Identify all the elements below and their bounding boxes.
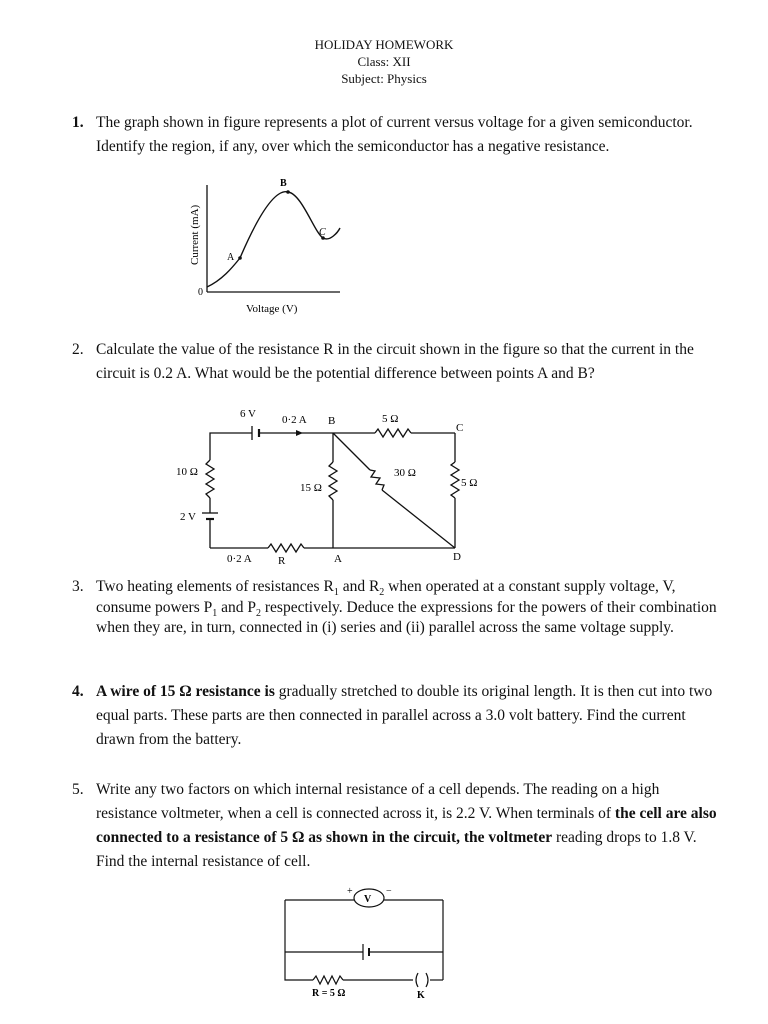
subscript: 2 (256, 607, 261, 619)
iv-graph-figure (180, 170, 360, 320)
label-current-top: 0·2 A (282, 414, 307, 426)
wire-top-left (210, 433, 252, 460)
resistor-top-5-ohm (375, 429, 411, 437)
question-text (96, 680, 724, 752)
question-4 (72, 680, 724, 752)
subscript: 1 (333, 587, 339, 599)
label-node-c: C (456, 422, 464, 434)
voltmeter-plus: + (347, 886, 353, 897)
label-node-a: A (334, 553, 342, 565)
label-current-bottom: 0·2 A (227, 553, 252, 565)
wire-diag-top (333, 433, 370, 470)
question-number: 1. (72, 114, 84, 131)
document-header (0, 36, 768, 87)
label-r-top: 5 Ω (382, 413, 399, 425)
origin-label: 0 (198, 287, 203, 298)
label-r-right: 5 Ω (461, 477, 478, 489)
question-number: 2. (72, 341, 84, 358)
question-text (96, 577, 724, 639)
question-5 (72, 778, 724, 874)
wire-diag-bottom (382, 490, 455, 548)
question-number: 3. (72, 578, 84, 595)
text-run: reading drops to 1.8 V. Find the internal resistance of cell. (96, 829, 697, 870)
class-line: Class: XII (357, 54, 411, 69)
label-node-b: B (328, 415, 336, 427)
resistor-mid-15-ohm (329, 462, 337, 500)
voltmeter-label: V (364, 894, 372, 905)
bold-text-run: A wire of 15 Ω resistance is (96, 683, 275, 700)
subscript: 1 (212, 607, 218, 619)
point-b-label: B (280, 178, 287, 189)
resistor-left-10-ohm (206, 460, 214, 498)
voltmeter-minus: − (386, 886, 392, 897)
resistor-right-5-ohm (451, 462, 459, 498)
point-a-label: A (227, 252, 235, 263)
text-run: Two heating elements of resistances R (96, 578, 334, 595)
text-run: and R (338, 578, 380, 595)
point-a-dot (238, 256, 242, 260)
resistor-label: R = 5 Ω (312, 988, 346, 999)
label-r-left: 10 Ω (176, 466, 198, 478)
text-run: Write any two factors on which internal resistance of a cell depends. The reading on a high resistance voltmeter, when a cell is connected across it, is 2.2 V. When terminals of (96, 781, 660, 822)
circuit-figure-5 (275, 880, 455, 1004)
label-node-d: D (453, 551, 461, 563)
key-right-arc (426, 973, 428, 987)
subject-line: Subject: Physics (341, 71, 427, 86)
question-number: 4. (72, 683, 84, 700)
text-run: gradually stretched to double its original length. It is then cut into two equal parts. These parts are then connected in parallel across a 3.0 volt battery. Find the current drawn from the battery. (96, 683, 713, 748)
document-title: HOLIDAY HOMEWORK (314, 37, 454, 52)
text-run: respectively. Deduce the expressions for the powers of their combination when they are, in turn, connected in (i) series and (ii) parallel across the same voltage supply. (96, 598, 717, 636)
bold-text-run: the cell are also connected to a resistance of 5 Ω as shown in the circuit, the voltmeter (96, 805, 717, 846)
question-2 (72, 338, 724, 386)
resistor-r (268, 544, 304, 552)
iv-curve (207, 192, 340, 287)
label-r-mid: 15 Ω (300, 482, 322, 494)
x-axis-label: Voltage (V) (246, 303, 298, 315)
question-text: The graph shown in figure represents a plot of current versus voltage for a given semiconductor. Identify the region, if any, over which the semiconductor has a negative resistance. (96, 114, 693, 155)
label-6v: 6 V (240, 408, 256, 420)
circuit-figure-2 (170, 400, 500, 570)
point-c-label: C (319, 227, 326, 238)
subscript: 2 (379, 587, 385, 599)
wire-left (285, 900, 313, 980)
point-b-dot (286, 190, 290, 194)
question-3 (72, 577, 724, 639)
question-number: 5. (72, 781, 84, 798)
resistor-diag-30-ohm (370, 470, 384, 490)
y-axis-label: Current (mA) (189, 204, 201, 265)
label-r-diag: 30 Ω (394, 467, 416, 479)
text-run: when operated at a constant supply voltage, V, consume powers P (96, 578, 676, 616)
question-text (96, 778, 724, 874)
text-run: and P (217, 598, 256, 616)
resistor-5-ohm (313, 976, 343, 984)
question-1 (72, 111, 724, 159)
arrow-icon (296, 430, 303, 436)
key-label: K (417, 990, 425, 1001)
label-2v: 2 V (180, 511, 196, 523)
question-text: Calculate the value of the resistance R in the circuit shown in the figure so that the current in the circuit is 0.2 A. What would be the potential difference between points A and B? (96, 341, 694, 382)
label-r: R (278, 555, 286, 567)
key-left-arc (416, 973, 418, 987)
